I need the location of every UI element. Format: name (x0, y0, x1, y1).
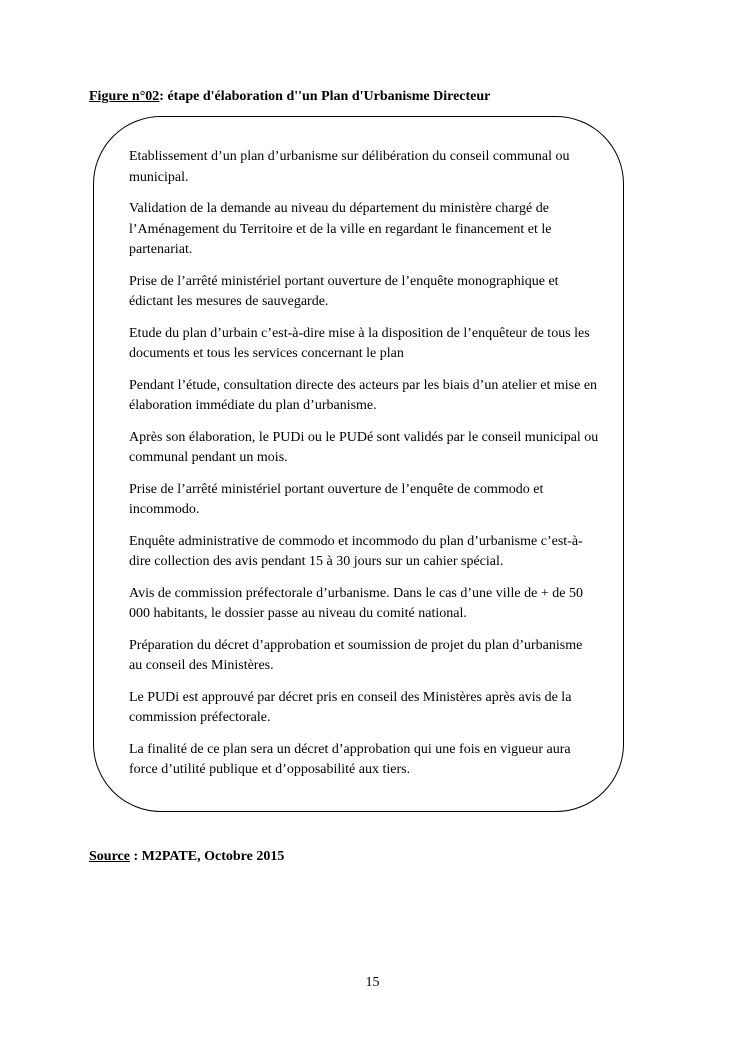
procedure-step: Le PUDi est approuvé par décret pris en conseil des Ministères après avis de la commission préfectorale. (129, 689, 572, 725)
procedure-step: Préparation du décret d’approbation et soumission de projet du plan d’urbanisme au conseil des Ministères. (129, 637, 583, 673)
procedure-step: Pendant l’étude, consultation directe des acteurs par les biais d’un atelier et mise en élaboration immédiate du plan d’urbanisme. (129, 377, 598, 413)
procedure-step: Prise de l’arrêté ministériel portant ouverture de l’enquête monographique et édictant les mesures de sauvegarde. (129, 273, 559, 309)
procedure-step: Validation de la demande au niveau du département du ministère chargé de l’Aménagement du Territoire et de la ville en regardant le financement et le partenariat. (129, 201, 552, 257)
figure-caption: : étape d'élaboration d''un Plan d'Urbanisme Directeur (159, 89, 491, 104)
figure-title (89, 88, 490, 106)
procedure-step: Etablissement d’un plan d’urbanisme sur délibération du conseil communal ou municipal. (129, 149, 570, 185)
procedure-step: Enquête administrative de commodo et incommodo du plan d’urbanisme c’est-à-dire collection des avis pendant 15 à 30 jours sur un cahier spécial. (129, 533, 583, 569)
procedure-step: Après son élaboration, le PUDi ou le PUDé sont validés par le conseil municipal ou communal pendant un mois. (129, 429, 599, 465)
procedure-step: La finalité de ce plan sera un décret d’approbation qui une fois en vigueur aura force d’utilité publique et d’opposabilité aux tiers. (129, 741, 571, 777)
source-label: Source (89, 849, 130, 864)
source-text: : M2PATE, Octobre 2015 (129, 849, 285, 864)
figure-label: Figure n°02 (89, 89, 160, 104)
procedure-step: Etude du plan d’urbain c’est-à-dire mise à la disposition de l’enquêteur de tous les documents et tous les services concernant le plan (129, 325, 590, 361)
page-number: 15 (365, 975, 380, 990)
procedure-step: Prise de l’arrêté ministériel portant ouverture de l’enquête de commodo et incommodo. (129, 481, 544, 517)
procedure-steps-list (129, 147, 599, 792)
source-note (89, 848, 284, 866)
procedure-step: Avis de commission préfectorale d’urbanisme. Dans le cas d’une ville de + de 50 000 habitants, le dossier passe au niveau du comité national. (129, 585, 583, 621)
